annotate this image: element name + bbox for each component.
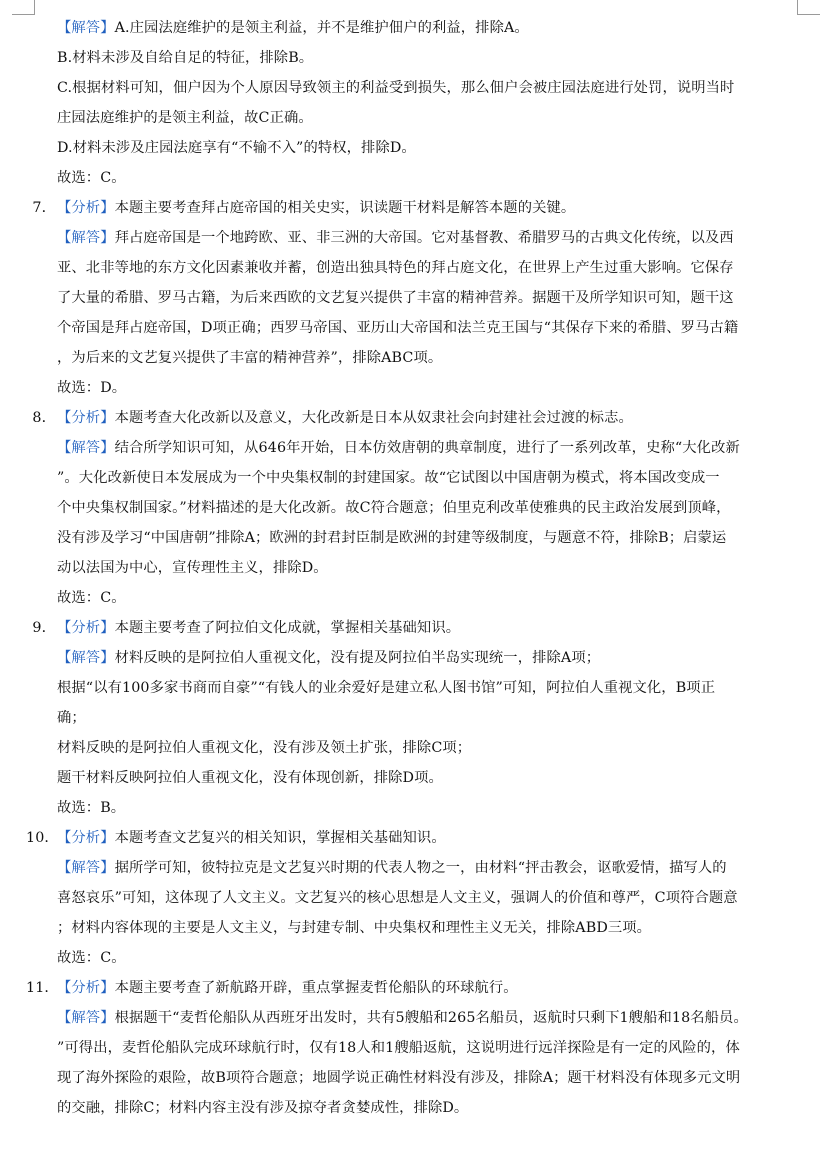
q7-answer-text-1: 拜占庭帝国是一个地跨欧、亚、非三洲的大帝国。它对基督教、希腊罗马的古典文化传统，以及西 (114, 230, 734, 246)
q7-answer-text-3: 了大量的希腊、罗马古籍，为后来西欧的文艺复兴提供了丰富的精神营养。据题干及所学知识可知，题干这 (57, 290, 734, 306)
q11-answer-text-3: 现了海外探险的艰险，故B项符合题意；地圆学说正确性材料没有涉及，排除A；题干材料没有体现多元文明 (57, 1070, 741, 1086)
analysis-tag: 【分析】 (57, 620, 115, 636)
q10-answer-line-1 (0, 853, 832, 883)
q11-analysis-line (0, 973, 832, 1003)
q7-choice-line (0, 373, 832, 403)
q8-answer-text-2: ”。大化改新使日本发展成为一个中央集权制的封建国家。故“它试图以中国唐朝为模式，将本国改变成一 (57, 470, 720, 486)
q8-choice: 故选：C。 (57, 590, 126, 606)
q9-answer-text-1: 材料反映的是阿拉伯人重视文化，没有提及阿拉伯半岛实现统一，排除A项； (114, 650, 601, 666)
q9-analysis: 本题主要考查了阿拉伯文化成就，掌握相关基础知识。 (114, 620, 461, 636)
q10-answer-text-3: ；材料内容体现的主要是人文主义，与封建专制、中央集权和理性主义无关，排除ABD三项。 (57, 920, 652, 936)
answer-document (0, 13, 832, 1123)
q11-answer-line-3 (0, 1063, 832, 1093)
q9-answer-text-2: 根据“以有100多家书商而自豪”“有钱人的业余爱好是建立私人图书馆”可知，阿拉伯人重视文化，B项正 (57, 680, 716, 696)
q8-answer-text-1: 结合所学知识可知，从646年开始，日本仿效唐朝的典章制度，进行了一系列改革，史称“大化改新 (114, 440, 740, 456)
q10-answer-text-1: 据所学可知，彼特拉克是文艺复兴时期的代表人物之一，由材料“抨击教会，讴歌爱情，描写人的 (114, 860, 727, 876)
q7-analysis: 本题主要考查拜占庭帝国的相关史实，识读题干材料是解答本题的关键。 (114, 200, 576, 216)
answer-tag: 【解答】 (57, 1010, 115, 1026)
q8-answer-line-5 (0, 553, 832, 583)
q9-choice-line (0, 793, 832, 823)
q10-choice-line (0, 943, 832, 973)
q10-analysis: 本题考查文艺复兴的相关知识，掌握相关基础知识。 (114, 830, 446, 846)
q9-answer-line-3 (0, 703, 832, 733)
q6-choice-line (0, 163, 832, 193)
q6-option-a-text: A.庄园法庭维护的是领主利益，并不是维护佃户的利益，排除A。 (114, 20, 529, 36)
q7-choice: 故选：D。 (57, 380, 127, 396)
q7-answer-text-4: 个帝国是拜占庭帝国，D项正确；西罗马帝国、亚历山大帝国和法兰克王国与“其保存下来的希腊、罗马古籍 (57, 320, 739, 336)
q9-choice: 故选：B。 (57, 800, 126, 816)
q7-number: 7． (32, 200, 56, 216)
q8-number: 8． (32, 410, 56, 426)
q11-analysis: 本题主要考查了新航路开辟，重点掌握麦哲伦船队的环球航行。 (114, 980, 518, 996)
q10-choice: 故选：C。 (57, 950, 126, 966)
q8-answer-line-4 (0, 523, 832, 553)
q9-answer-text-4: 材料反映的是阿拉伯人重视文化，没有涉及领土扩张，排除C项； (57, 740, 472, 756)
q7-answer-line-2 (0, 253, 832, 283)
answer-tag: 【解答】 (57, 650, 115, 666)
q11-answer-line-4 (0, 1093, 832, 1123)
q6-option-d-text: D.材料未涉及庄园法庭享有“不输不入”的特权，排除D。 (57, 140, 416, 156)
analysis-tag: 【分析】 (57, 830, 115, 846)
q9-answer-line-1 (0, 643, 832, 673)
answer-tag: 【解答】 (57, 440, 115, 456)
q8-analysis-line (0, 403, 832, 433)
q10-answer-line-2 (0, 883, 832, 913)
q8-answer-text-5: 动以法国为中心，宣传理性主义，排除D。 (57, 560, 328, 576)
q9-answer-line-5 (0, 763, 832, 793)
q10-number: 10． (26, 830, 59, 846)
q8-answer-line-3 (0, 493, 832, 523)
q9-answer-line-2 (0, 673, 832, 703)
q11-answer-line-2 (0, 1033, 832, 1063)
q9-analysis-line (0, 613, 832, 643)
q7-answer-line-5 (0, 343, 832, 373)
q10-answer-line-3 (0, 913, 832, 943)
q9-answer-text-3: 确； (57, 710, 86, 726)
q10-analysis-line (0, 823, 832, 853)
q7-answer-line-1 (0, 223, 832, 253)
answer-tag: 【解答】 (57, 230, 115, 246)
q8-choice-line (0, 583, 832, 613)
q6-option-c-line-2 (0, 103, 832, 133)
q8-analysis: 本题考查大化改新以及意义，大化改新是日本从奴隶社会向封建社会过渡的标志。 (114, 410, 633, 426)
q8-answer-text-3: 个中央集权制国家。”材料描述的是大化改新。故C符合题意；伯里克利改革使雅典的民主政治发展到顶峰， (57, 500, 731, 516)
q8-answer-line-1 (0, 433, 832, 463)
q10-answer-text-2: 喜怒哀乐”可知，这体现了人文主义。文艺复兴的核心思想是人文主义，强调人的价值和尊严，C项符合题意 (57, 890, 738, 906)
q8-answer-line-2 (0, 463, 832, 493)
q6-choice: 故选：C。 (57, 170, 126, 186)
q7-answer-text-5: ，为后来的文艺复兴提供了丰富的精神营养”，排除ABC项。 (57, 350, 443, 366)
q11-answer-text-2: ”可得出，麦哲伦船队完成环球航行时，仅有18人和1艘船返航，这说明进行远洋探险是有一定的风险的，体 (57, 1040, 740, 1056)
q9-number: 9． (32, 620, 56, 636)
answer-tag: 【解答】 (57, 20, 115, 36)
q6-option-a-line (0, 13, 832, 43)
q6-option-c-text: C.根据材料可知，佃户因为个人原因导致领主的利益受到损失，那么佃户会被庄园法庭进行处罚，说明当时 (57, 80, 735, 96)
q8-answer-text-4: 没有涉及学习“中国唐朝”排除A；欧洲的封君封臣制是欧洲的封建等级制度，与题意不符，排除B；启蒙运 (57, 530, 727, 546)
q6-option-c-text-2: 庄园法庭维护的是领主利益，故C正确。 (57, 110, 313, 126)
q11-answer-text-1: 根据题干“麦哲伦船队从西班牙出发时，共有5艘船和265名船员，返航时只剩下1艘船和18名船员。 (114, 1010, 748, 1026)
q11-answer-line-1 (0, 1003, 832, 1033)
q6-option-d-line (0, 133, 832, 163)
q9-answer-text-5: 题干材料反映阿拉伯人重视文化，没有体现创新，排除D项。 (57, 770, 443, 786)
q6-option-b-text: B.材料未涉及自给自足的特征，排除B。 (57, 50, 314, 66)
analysis-tag: 【分析】 (57, 200, 115, 216)
answer-tag: 【解答】 (57, 860, 115, 876)
q7-answer-line-4 (0, 313, 832, 343)
q6-option-b-line (0, 43, 832, 73)
q6-option-c-line (0, 73, 832, 103)
q7-answer-line-3 (0, 283, 832, 313)
q7-answer-text-2: 亚、北非等地的东方文化因素兼收并蓄，创造出独具特色的拜占庭文化，在世界上产生过重大影响。它保存 (57, 260, 734, 276)
analysis-tag: 【分析】 (57, 410, 115, 426)
q7-analysis-line (0, 193, 832, 223)
q11-answer-text-4: 的交融，排除C；材料内容主没有涉及掠夺者贪婪成性，排除D。 (57, 1100, 469, 1116)
q9-answer-line-4 (0, 733, 832, 763)
q11-number: 11． (26, 980, 59, 996)
analysis-tag: 【分析】 (57, 980, 115, 996)
